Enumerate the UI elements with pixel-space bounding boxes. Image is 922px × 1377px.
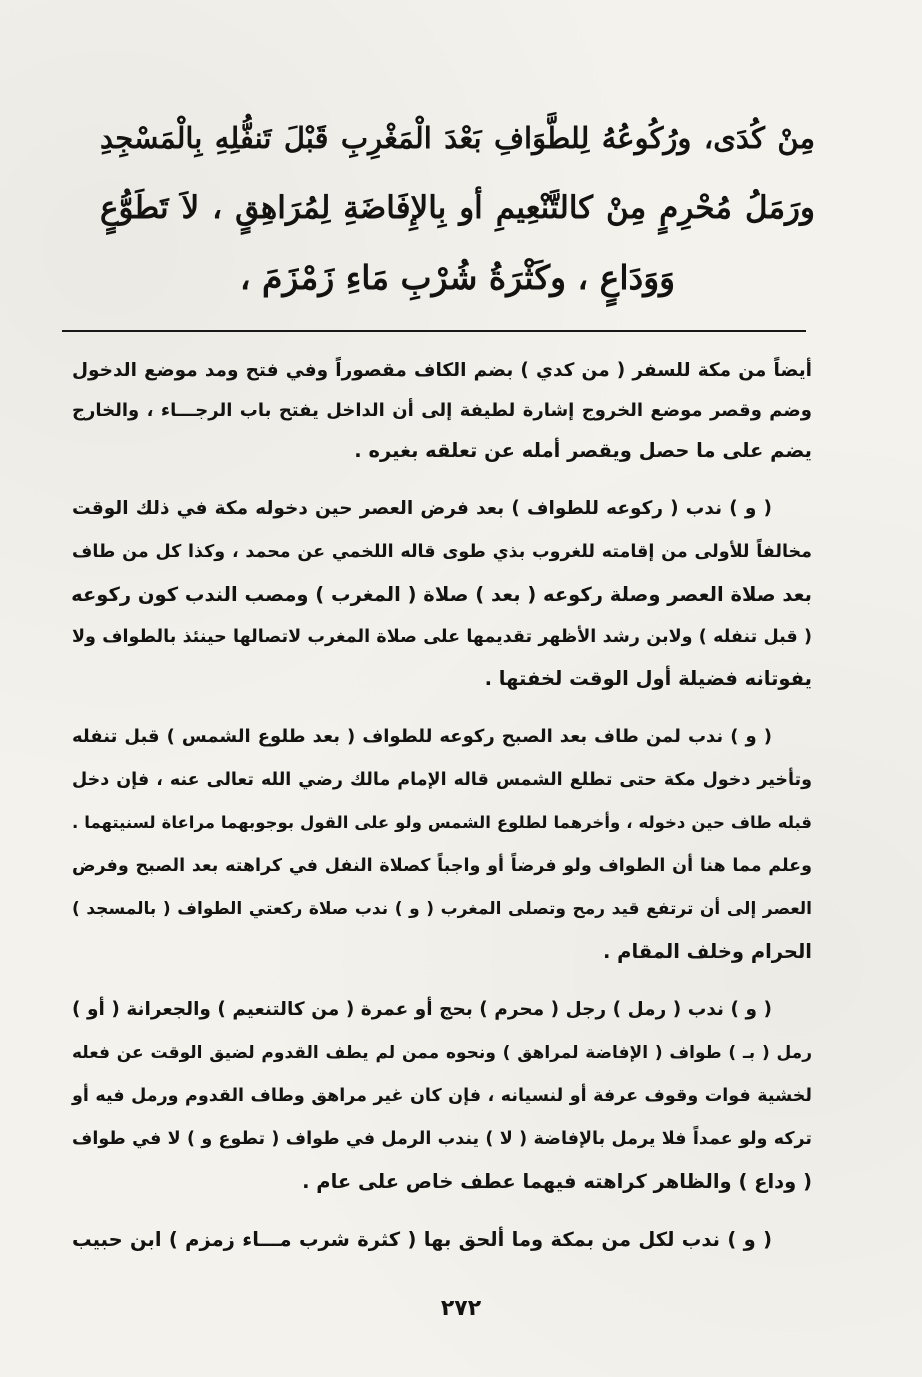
matn-line-1: مِنْ كُدَى، ورُكُوعُهُ لِلطَّوَافِ بَعْدَ الْمَغْرِبِ قَبْلَ تَنفُّلِهِ بِالْمَسْجِدِ: [100, 121, 815, 155]
commentary-line-13: العصر إلى أن ترتفع قيد رمح وتصلى المغرب ( و ) ندب صلاة ركعتي الطواف ( بالمسجد ): [72, 899, 812, 919]
commentary-line-20: ( و ) ندب لكل من بمكة وما ألحق بها ( كثرة شرب مـــاء زمزم ) ابن حبيب: [72, 1228, 772, 1251]
commentary-line-2: وضم وقصر موضع الخروج إشارة لطيفة إلى أن الداخل يفتح باب الرجـــاء ، والخارج: [72, 400, 812, 421]
commentary-line-18: تركه ولو عمداً فلا يرمل بالإفاضة ( لا ) يندب الرمل في طواف ( تطوع و ) لا في طواف: [72, 1129, 812, 1149]
matn-line-3: وَوَدَاعٍ ، وكَثْرَةُ شُرْبِ مَاءِ زَمْزَمَ ،: [239, 258, 676, 297]
commentary-line-15: ( و ) ندب ( رمل ) رجل ( محرم ) بحج أو عمرة ( من كالتنعيم ) والجعرانة ( أو ): [72, 999, 772, 1020]
commentary-line-8: يفوتانه فضيلة أول الوقت لخفتها .: [484, 667, 812, 690]
separator-rule: [62, 330, 806, 332]
commentary-line-9: ( و ) ندب لمن طاف بعد الصبح ركوعه للطواف ( بعد طلوع الشمس ) قبل تنفله: [72, 726, 772, 747]
commentary-line-14: الحرام وخلف المقام .: [602, 940, 812, 963]
commentary-line-7: ( قبل تنفله ) ولابن رشد الأظهر تقديمها على صلاة المغرب لاتصالها حينئذ بالطواف ولا: [72, 627, 812, 647]
commentary-line-19: ( وداع ) والظاهر كراهته فيهما عطف خاص على عام .: [302, 1170, 812, 1193]
matn-line-2: ورَمَلُ مُحْرِمٍ مِنْ كالتَّنْعِيمِ أو بِالإِفَاضَةِ لِمُرَاهِقٍ ، لاَ تَطَوُّعٍ: [100, 190, 815, 226]
commentary-line-3: يضم على ما حصل ويقصر أمله عن تعلقه بغيره .: [354, 439, 812, 462]
commentary-line-1: أيضاً من مكة للسفر ( من كدي ) بضم الكاف مقصوراً وفي فتح ومد موضع الدخول: [72, 360, 812, 381]
commentary-line-4: ( و ) ندب ( ركوعه للطواف ) بعد فرض العصر حين دخوله مكة في ذلك الوقت: [72, 498, 772, 519]
commentary-line-11: قبله طاف حين دخوله ، وأخرهما لطلوع الشمس ولو على القول بوجوبهما مراعاة لسنيتهما .: [72, 813, 812, 832]
commentary-line-10: وتأخير دخول مكة حتى تطلع الشمس قاله الإمام مالك رضي الله تعالى عنه ، فإن دخل: [72, 770, 812, 790]
commentary-line-6: بعد صلاة العصر وصلة ركوعه ( بعد ) صلاة ( المغرب ) ومصب الندب كون ركوعه: [71, 583, 812, 606]
commentary-line-12: وعلم مما هنا أن الطواف ولو فرضاً أو واجباً كصلاة النفل في كراهته بعد الصبح وفرض: [72, 856, 812, 876]
commentary-line-17: لخشية فوات وقوف عرفة أو لنسيانه ، فإن كان غير مراهق وطاف القدوم ورمل فيه أو: [72, 1086, 812, 1106]
commentary-line-5: مخالفاً للأولى من إقامته للغروب بذي طوى قاله اللخمي عن محمد ، وكذا كل من طاف: [72, 542, 812, 562]
page-number: ٢٧٢: [440, 1296, 482, 1321]
commentary-line-16: رمل ( بـ ) طواف ( الإفاضة لمراهق ) ونحوه ممن لم يطف القدوم لضيق الوقت عن فعله: [72, 1043, 812, 1063]
